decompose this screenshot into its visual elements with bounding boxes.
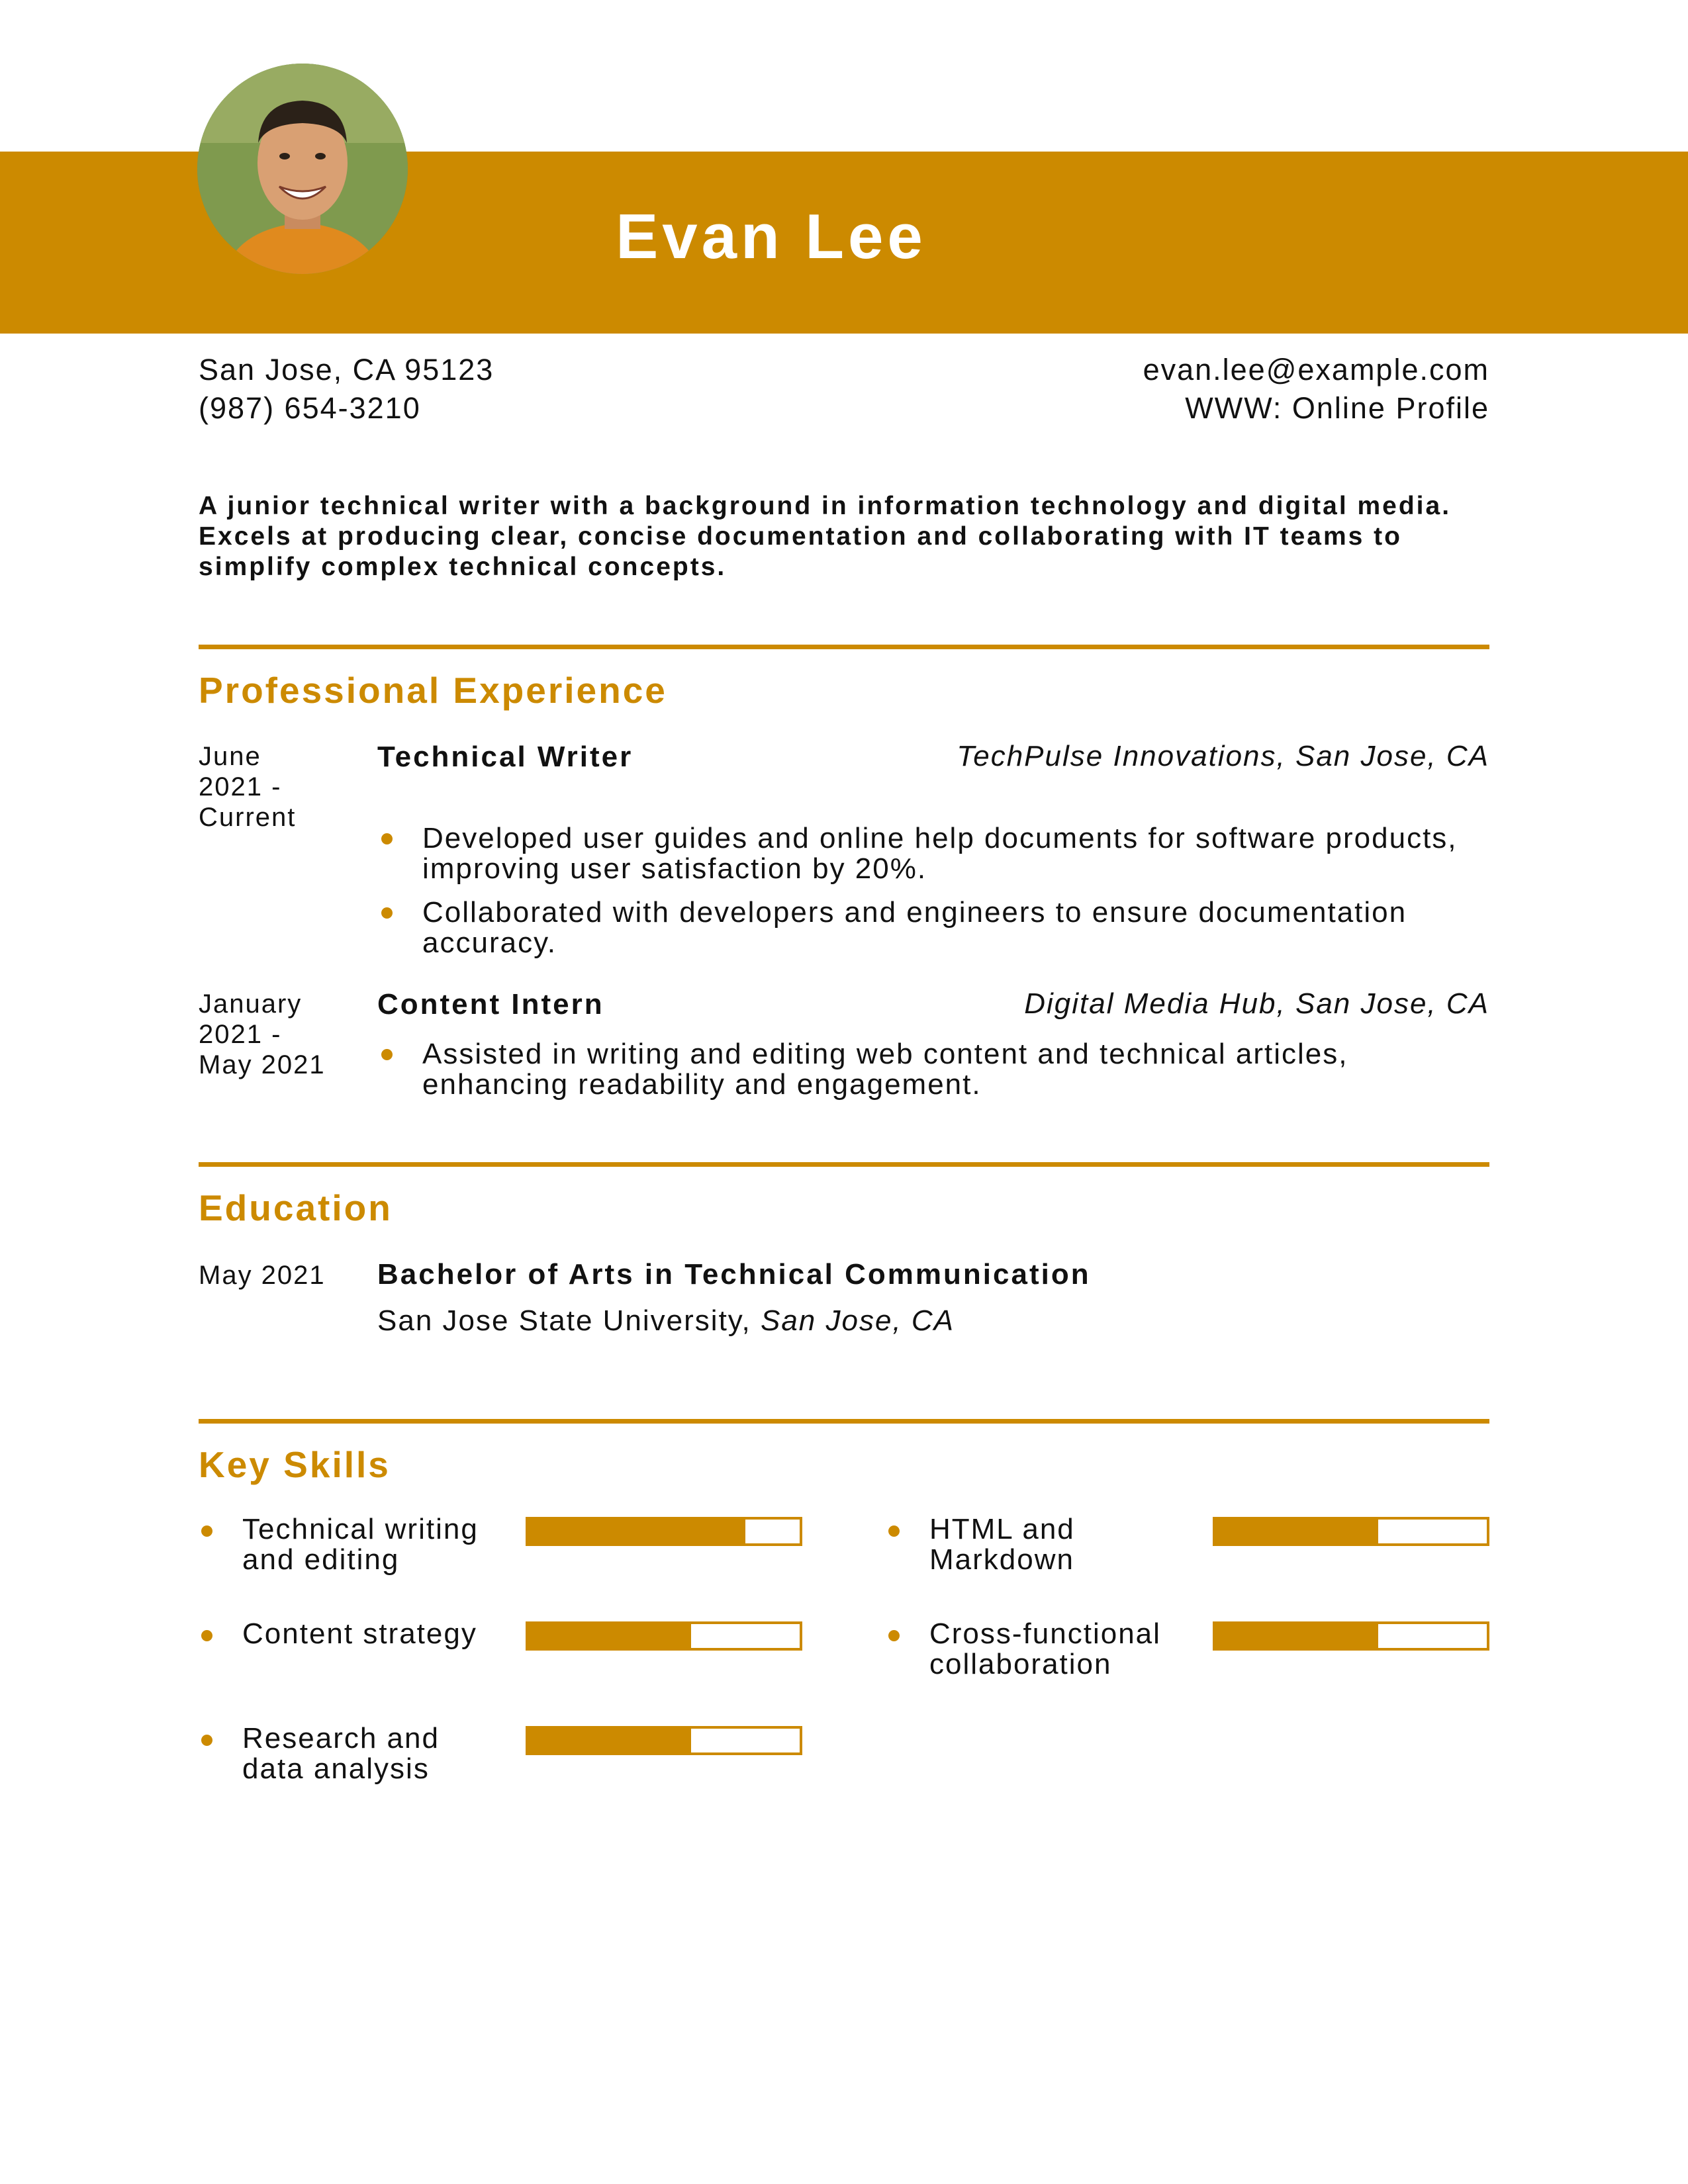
education-date: May 2021 xyxy=(199,1261,326,1290)
education-heading: Education xyxy=(199,1187,393,1228)
skill-level-fill xyxy=(528,1624,691,1648)
skill-label: Cross-functional collaboration xyxy=(929,1617,1161,1680)
skill-label: HTML and Markdown xyxy=(929,1513,1075,1576)
bullet-dot-icon xyxy=(201,1525,212,1537)
job-bullets xyxy=(377,823,1489,972)
bullet-dot-icon xyxy=(381,907,393,919)
list-item: Collaborated with developers and engineers to ensure documentation accuracy. xyxy=(377,897,1489,958)
job-employer: TechPulse Innovations, San Jose, CA xyxy=(957,740,1489,772)
degree: Bachelor of Arts in Technical Communication xyxy=(377,1258,1091,1291)
skill-level-bar xyxy=(1213,1517,1489,1546)
skill-level-fill xyxy=(1215,1520,1378,1543)
skills-heading: Key Skills xyxy=(199,1444,391,1485)
contact-left xyxy=(199,351,494,428)
skill-label: Technical writing and editing xyxy=(242,1513,479,1576)
bullet-dot-icon xyxy=(201,1630,212,1641)
skill-level-fill xyxy=(1215,1624,1378,1648)
skill-level-fill xyxy=(528,1729,691,1752)
bullet-dot-icon xyxy=(888,1630,900,1641)
list-item: Assisted in writing and editing web content and technical articles, enhancing readability and engagement. xyxy=(377,1039,1489,1100)
skill-label: Content strategy xyxy=(242,1617,477,1650)
bullet-dot-icon xyxy=(201,1735,212,1746)
job-bullets xyxy=(377,1039,1489,1113)
school: San Jose State University, San Jose, CA xyxy=(377,1304,955,1337)
experience-heading: Professional Experience xyxy=(199,670,667,711)
section-divider xyxy=(199,1162,1489,1167)
skill-level-fill xyxy=(528,1520,745,1543)
job-title: Content Intern xyxy=(377,988,604,1021)
candidate-name: Evan Lee xyxy=(616,201,927,272)
skill-level-bar xyxy=(526,1517,802,1546)
contact-right xyxy=(1143,351,1489,428)
website-link[interactable]: WWW: Online Profile xyxy=(1185,391,1489,425)
section-divider xyxy=(199,1419,1489,1424)
job-title: Technical Writer xyxy=(377,741,633,773)
list-item: Developed user guides and online help documents for software products, improving user satisfaction by 20%. xyxy=(377,823,1489,884)
job-employer: Digital Media Hub, San Jose, CA xyxy=(1024,987,1489,1020)
skill-level-bar xyxy=(526,1621,802,1651)
skill-level-bar xyxy=(526,1726,802,1755)
job-date: January 2021 - May 2021 xyxy=(199,989,326,1079)
email-link[interactable]: evan.lee@example.com xyxy=(1143,353,1489,387)
phone: (987) 654-3210 xyxy=(199,391,421,425)
school-location: San Jose, CA xyxy=(760,1304,955,1337)
job-date: June 2021 - Current xyxy=(199,742,297,832)
skill-label: Research and data analysis xyxy=(242,1722,440,1785)
bullet-dot-icon xyxy=(381,1049,393,1060)
bullet-dot-icon xyxy=(888,1525,900,1537)
summary: A junior technical writer with a background in information technology and digital media. Excels at producing clear, concise documentation and collaborating with IT teams to simplify complex technical concepts. xyxy=(199,492,1452,581)
skill-level-bar xyxy=(1213,1621,1489,1651)
address: San Jose, CA 95123 xyxy=(199,353,494,387)
bullet-dot-icon xyxy=(381,833,393,844)
section-divider xyxy=(199,645,1489,649)
